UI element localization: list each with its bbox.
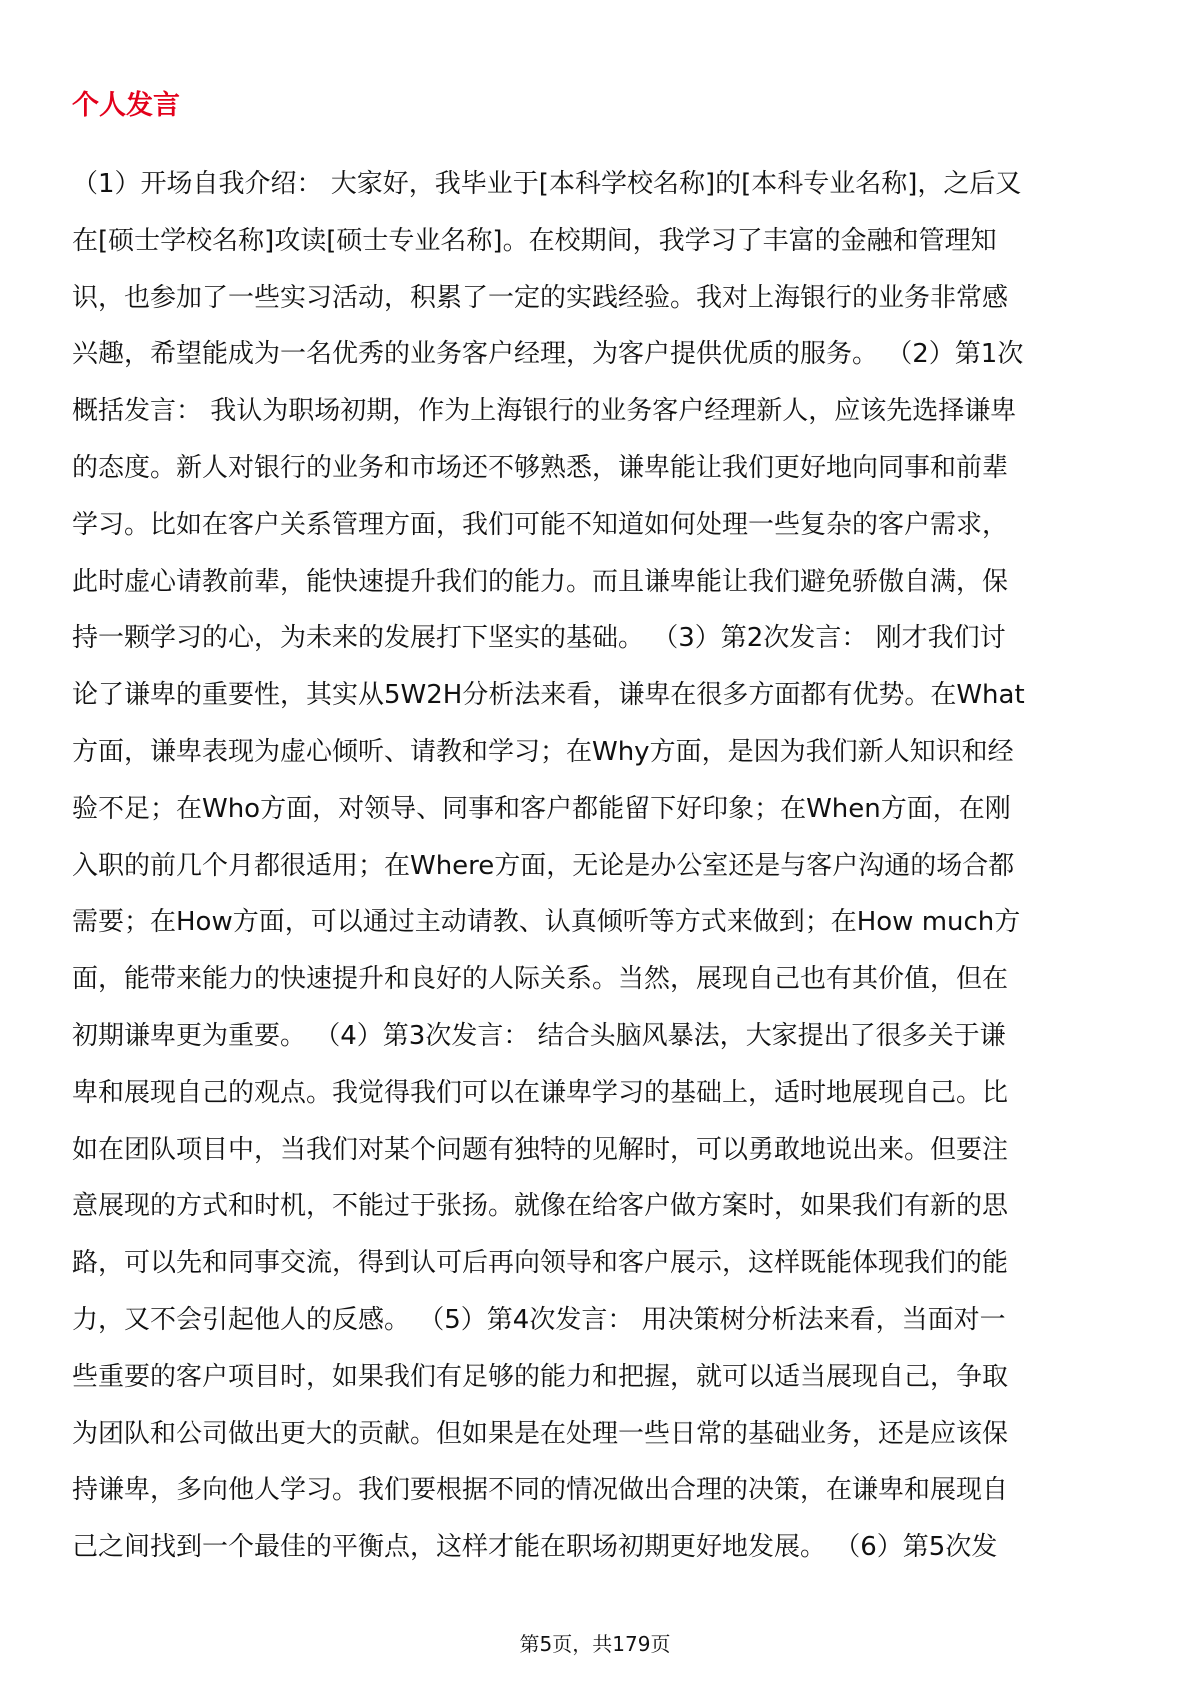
text-line: 在[硕士学校名称]攻读[硕士专业名称]。在校期间，我学习了丰富的金融和管理知 — [72, 225, 997, 256]
text-line: 需要；在How方面，可以通过主动请教、认真倾听等方式来做到；在How much方 — [72, 907, 1021, 938]
text-line: 论了谦卑的重要性，其实从5W2H分析法来看，谦卑在很多方面都有优势。在What — [72, 680, 1025, 711]
text-line: 路，可以先和同事交流，得到认可后再向领导和客户展示，这样既能体现我们的能 — [72, 1248, 1009, 1279]
text-line: 卑和展现自己的观点。我觉得我们可以在谦卑学习的基础上，适时地展现自己。比 — [72, 1077, 1009, 1108]
text-line: 概括发言： 我认为职场初期，作为上海银行的业务客户经理新人，应该先选择谦卑 — [72, 396, 1017, 427]
text-line: 意展现的方式和时机，不能过于张扬。就像在给客户做方案时，如果我们有新的思 — [72, 1191, 1009, 1222]
text-line: 为团队和公司做出更大的贡献。但如果是在处理一些日常的基础业务，还是应该保 — [72, 1418, 1009, 1449]
text-line: 持谦卑，多向他人学习。我们要根据不同的情况做出合理的决策，在谦卑和展现自 — [72, 1475, 1009, 1506]
text-line: 入职的前几个月都很适用；在Where方面，无论是办公室还是与客户沟通的场合都 — [72, 850, 1015, 881]
text-line: 验不足；在Who方面，对领导、同事和客户都能留下好印象；在When方面，在刚 — [72, 793, 1011, 824]
text-line: 力，又不会引起他人的反感。 （5）第4次发言： 用决策树分析法来看，当面对一 — [72, 1304, 1006, 1335]
body-paragraph — [72, 156, 1122, 1576]
text-line: 学习。比如在客户关系管理方面，我们可能不知道如何处理一些复杂的客户需求， — [72, 509, 1009, 540]
page-number-footer: 第5页，共179页 — [519, 1632, 671, 1656]
text-line: 初期谦卑更为重要。 （4）第3次发言： 结合头脑风暴法，大家提出了很多关于谦 — [72, 1020, 1006, 1051]
text-line: 兴趣，希望能成为一名优秀的业务客户经理，为客户提供优质的服务。 （2）第1次 — [72, 339, 1024, 370]
text-line: （1）开场自我介绍： 大家好，我毕业于[本科学校名称]的[本科专业名称]，之后又 — [72, 169, 1022, 199]
text-line: 持一颗学习的心，为未来的发展打下坚实的基础。 （3）第2次发言： 刚才我们讨 — [72, 623, 1006, 654]
text-line: 识，也参加了一些实习活动，积累了一定的实践经验。我对上海银行的业务非常感 — [72, 282, 1009, 313]
text-line: 面，能带来能力的快速提升和良好的人际关系。当然，展现自己也有其价值，但在 — [72, 964, 1009, 995]
text-line: 的态度。新人对银行的业务和市场还不够熟悉，谦卑能让我们更好地向同事和前辈 — [72, 452, 1009, 483]
text-line: 此时虚心请教前辈，能快速提升我们的能力。而且谦卑能让我们避免骄傲自满，保 — [72, 566, 1009, 597]
section-heading: 个人发言 — [72, 90, 180, 121]
text-line: 如在团队项目中，当我们对某个问题有独特的见解时，可以勇敢地说出来。但要注 — [72, 1134, 1009, 1165]
text-line: 己之间找到一个最佳的平衡点，这样才能在职场初期更好地发展。 （6）第5次发 — [72, 1532, 998, 1563]
text-line: 些重要的客户项目时，如果我们有足够的能力和把握，就可以适当展现自己，争取 — [72, 1361, 1009, 1392]
text-line: 方面，谦卑表现为虚心倾听、请教和学习；在Why方面，是因为我们新人知识和经 — [72, 736, 1014, 767]
